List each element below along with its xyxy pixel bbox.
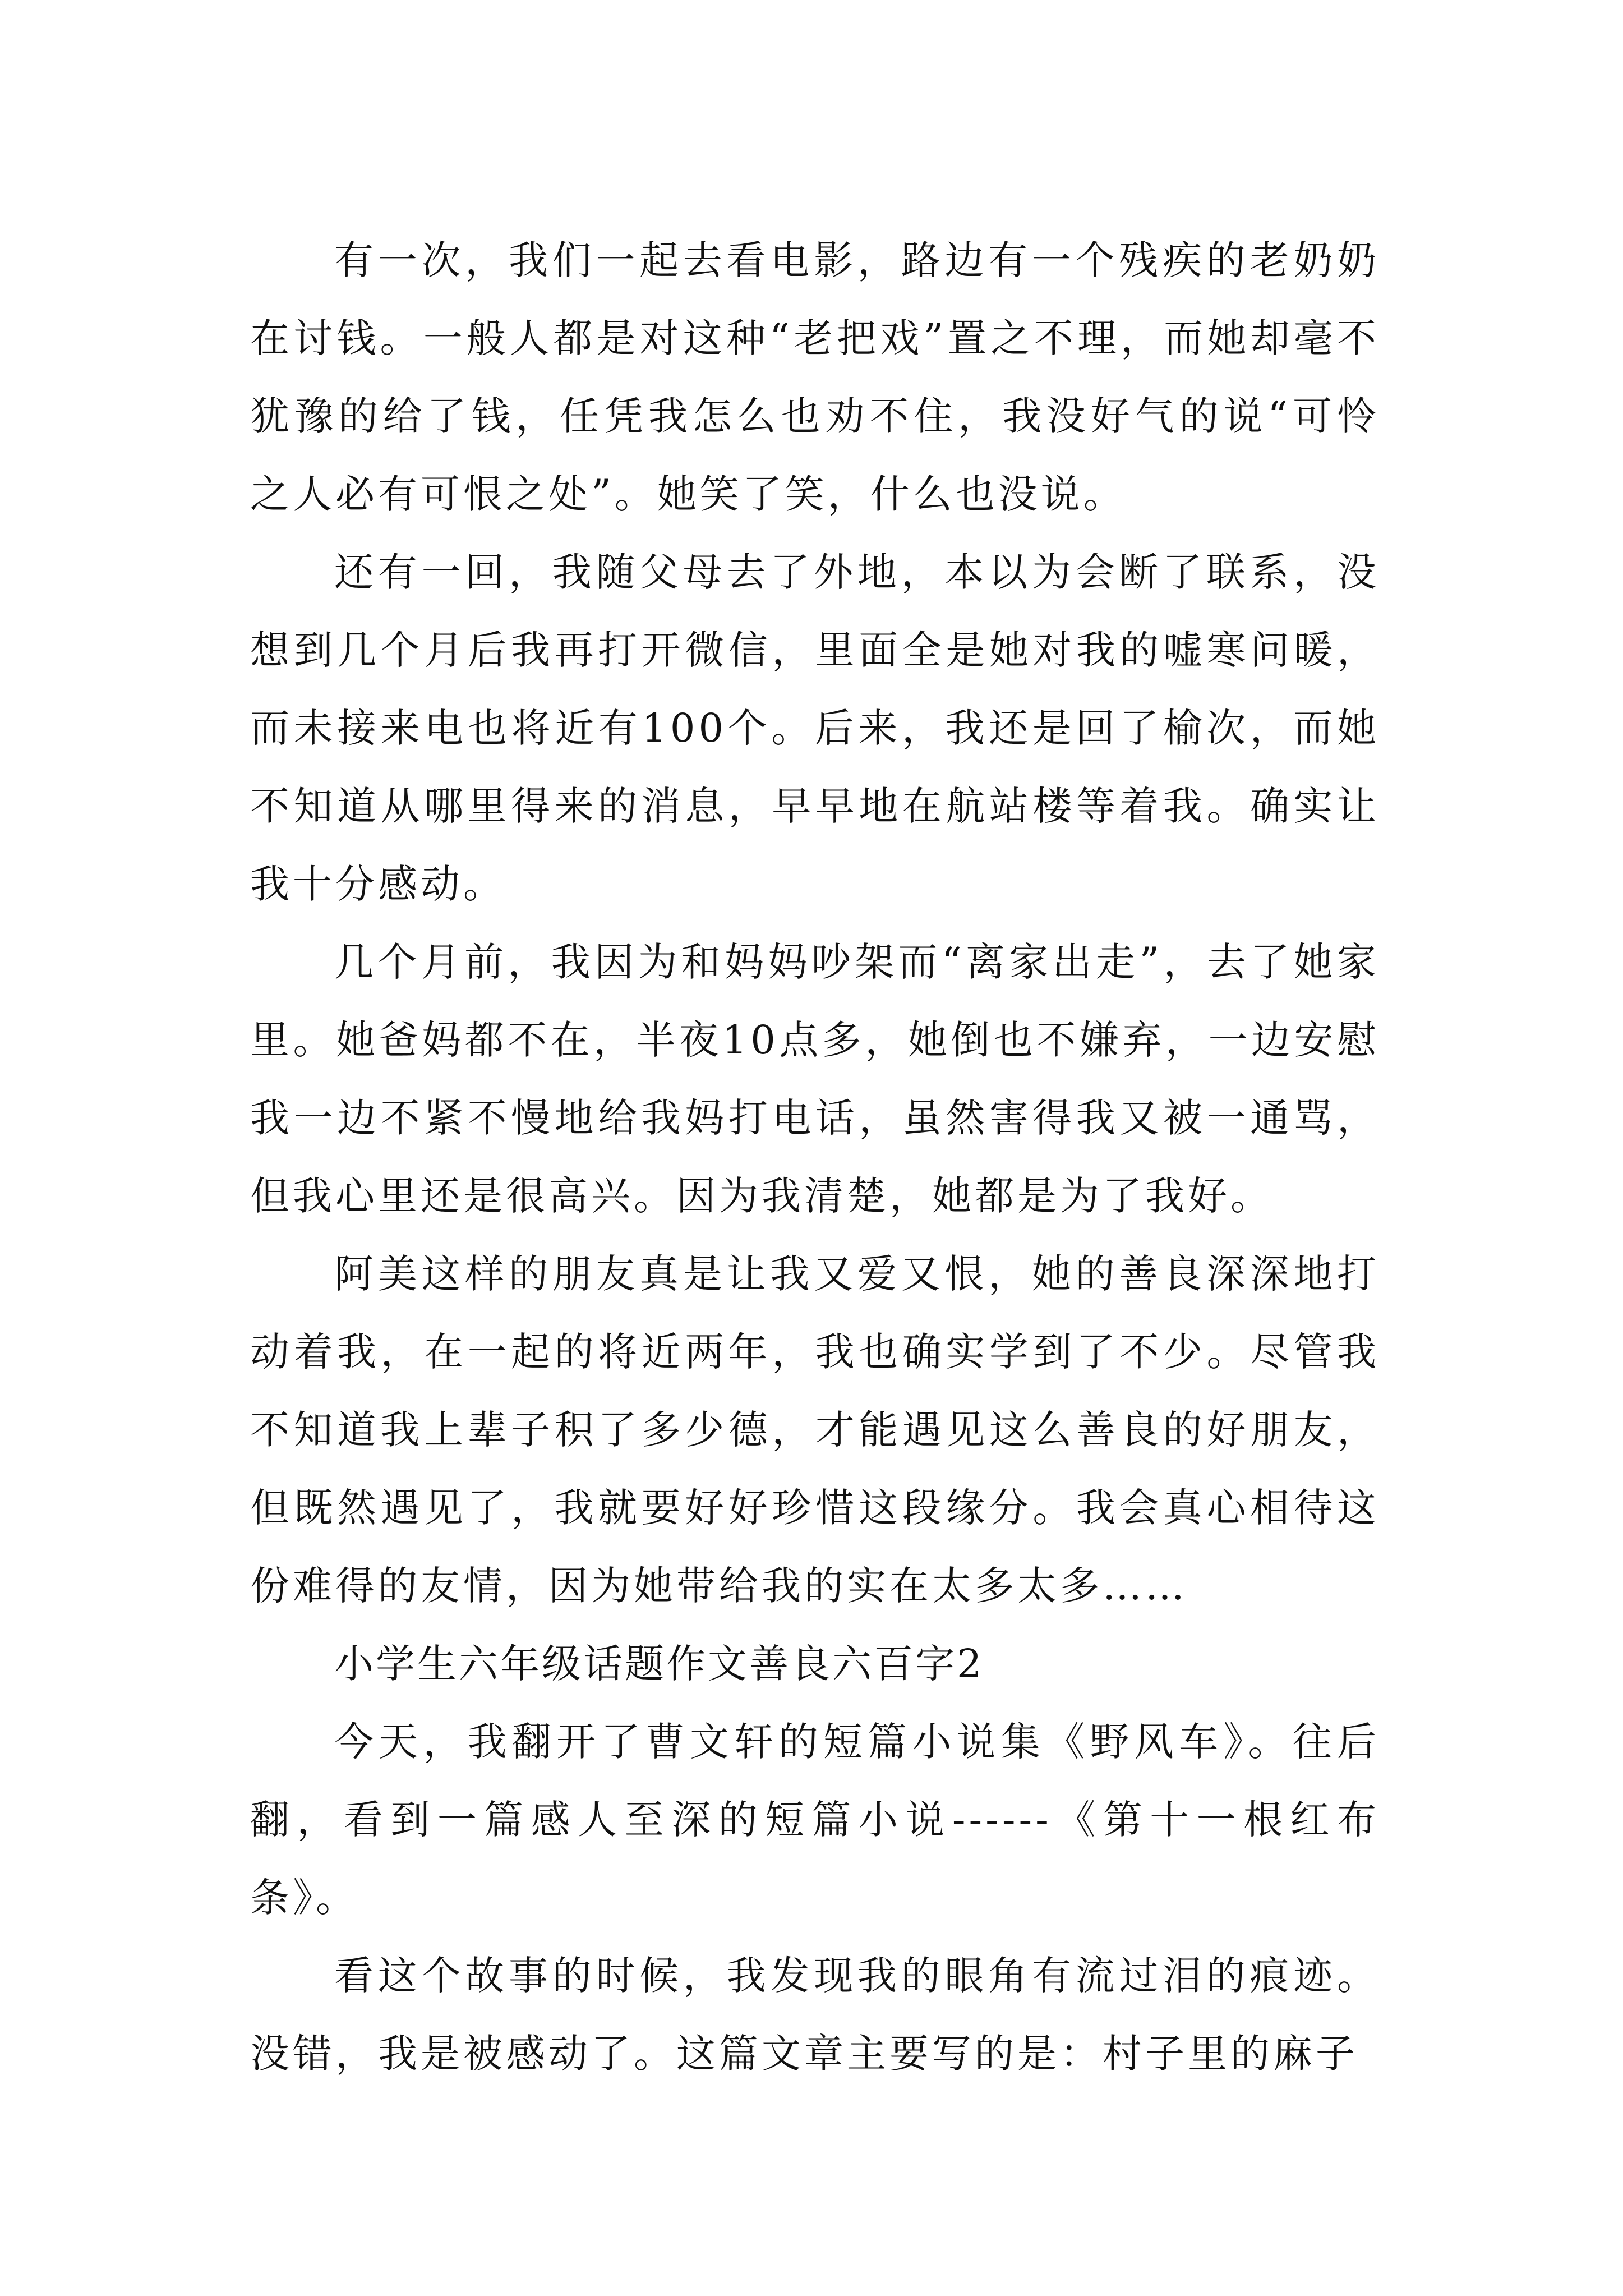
section-title: 小学生六年级话题作文善良六百字2	[334, 1641, 984, 1687]
document-page	[250, 222, 1380, 2093]
paragraph-5: 今天，我翻开了曹文轩的短篇小说集《野风车》。往后翻，看到一篇感人至深的短篇小说------《第十一根红布条》。	[250, 1719, 1380, 1921]
paragraph-2: 还有一回，我随父母去了外地，本以为会断了联系，没想到几个月后我再打开微信，里面全是她对我的嘘寒问暖，而未接来电也将近有100个。后来，我还是回了榆次，而她不知道从哪里得来的消息，早早地在航站楼等着我。确实让我十分感动。	[250, 549, 1380, 907]
paragraph-4: 阿美这样的朋友真是让我又爱又恨，她的善良深深地打动着我，在一起的将近两年，我也确实学到了不少。尽管我不知道我上辈子积了多少德，才能遇见这么善良的好朋友，但既然遇见了，我就要好好珍惜这段缘分。我会真心相待这份难得的友情，因为她带给我的实在太多太多……	[250, 1251, 1380, 1609]
paragraph-3: 几个月前，我因为和妈妈吵架而“离家出走”，去了她家里。她爸妈都不在，半夜10点多，她倒也不嫌弃，一边安慰我一边不紧不慢地给我妈打电话，虽然害得我又被一通骂，但我心里还是很高兴。因为我清楚，她都是为了我好。	[250, 939, 1380, 1219]
paragraph-1: 有一次，我们一起去看电影，路边有一个残疾的老奶奶在讨钱。一般人都是对这种“老把戏”置之不理，而她却毫不犹豫的给了钱，任凭我怎么也劝不住，我没好气的说“可怜之人必有可恨之处”。她笑了笑，什么也没说。	[250, 237, 1380, 517]
paragraph-6: 看这个故事的时候，我发现我的眼角有流过泪的痕迹。没错，我是被感动了。这篇文章主要写的是：村子里的麻子	[250, 1953, 1380, 2077]
